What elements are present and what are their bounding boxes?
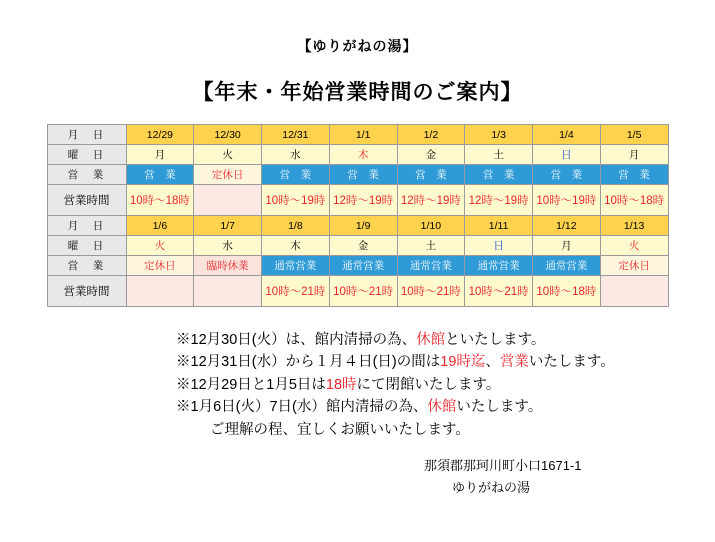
table-row [47,125,668,145]
note-segment: 営業 [499,354,529,371]
cell-hours: 12時～19時 [329,185,397,216]
row-header-weekday: 曜 日 [47,236,126,256]
note-segment: 19時迄 [440,354,486,371]
note-line [176,329,715,351]
cell-hours [194,276,262,307]
row-header-hours: 営業時間 [47,185,126,216]
cell-business: 臨時休業 [194,256,262,276]
cell-weekday: 月 [126,145,194,165]
cell-date: 12/31 [262,125,330,145]
note-segment: ※12月29日と1月5日は [176,376,326,393]
shop-name-heading: 【ゆりがねの湯】 [297,38,418,54]
cell-date: 1/12 [533,216,601,236]
row-header-date: 月 日 [47,125,126,145]
cell-hours: 10時～21時 [262,276,330,307]
cell-weekday: 日 [533,145,601,165]
footer-address-block [0,455,715,499]
note-segment: にて閉館いたします。 [356,376,501,393]
cell-business: 定休日 [126,256,194,276]
cell-date: 1/13 [600,216,668,236]
note-segment: ※12月30日(火）は、館内清掃の為、 [176,332,417,348]
cell-hours: 12時～19時 [397,185,465,216]
cell-weekday: 土 [465,145,533,165]
cell-business: 通常営業 [397,256,465,276]
note-segment: 休館 [416,332,446,348]
table-row [47,145,668,165]
table-row [47,165,668,185]
cell-weekday: 火 [600,236,668,256]
cell-date: 1/8 [262,216,330,236]
note-segment: といたします。 [445,332,546,348]
cell-weekday: 火 [194,145,262,165]
note-line [176,351,715,373]
table-row [47,236,668,256]
cell-weekday: 水 [262,145,330,165]
cell-weekday: 土 [397,236,465,256]
schedule-table [47,124,669,307]
cell-date: 1/4 [533,125,601,145]
table-row [47,185,668,216]
cell-date: 12/30 [194,125,262,145]
document-page [0,36,715,542]
cell-business: 営 業 [262,165,330,185]
cell-weekday: 火 [126,236,194,256]
schedule-table-wrapper [47,124,669,307]
cell-date: 1/7 [194,216,262,236]
cell-weekday: 金 [397,145,465,165]
cell-business: 定休日 [600,256,668,276]
cell-date: 1/10 [397,216,465,236]
cell-hours: 10時～21時 [397,276,465,307]
table-row [47,216,668,236]
cell-hours: 12時～19時 [465,185,533,216]
note-segment: 休館 [427,399,457,416]
note-segment: 、 [485,354,500,371]
row-header-weekday: 曜 日 [47,145,126,165]
cell-hours [194,185,262,216]
cell-hours [126,276,194,307]
cell-weekday: 金 [329,236,397,256]
closing-line: ご理解の程、宜しくお願いいたします。 [210,421,470,438]
cell-hours: 10時～21時 [329,276,397,307]
cell-business: 通常営業 [262,256,330,276]
note-segment: いたします。 [456,399,543,416]
cell-hours [600,276,668,307]
footer-shop-name: ゆりがねの湯 [452,480,531,496]
address-text: 那須郡那珂川町小口1671-1 [424,458,582,474]
cell-date: 1/5 [600,125,668,145]
cell-date: 1/2 [397,125,465,145]
cell-business: 通常営業 [465,256,533,276]
cell-date: 1/3 [465,125,533,145]
table-row [47,256,668,276]
cell-date: 1/11 [465,216,533,236]
row-header-hours: 営業時間 [47,276,126,307]
cell-date: 1/9 [329,216,397,236]
cell-date: 1/1 [329,125,397,145]
cell-weekday: 木 [329,145,397,165]
cell-business: 営 業 [465,165,533,185]
cell-weekday: 木 [262,236,330,256]
note-segment: いたします。 [528,354,615,371]
cell-hours: 10時～19時 [262,185,330,216]
cell-business: 通常営業 [533,256,601,276]
cell-business: 定休日 [194,165,262,185]
cell-business: 営 業 [329,165,397,185]
cell-weekday: 日 [465,236,533,256]
row-header-business: 営 業 [47,256,126,276]
cell-weekday: 月 [600,145,668,165]
cell-hours: 10時～18時 [533,276,601,307]
note-segment: ※12月31日(水）から１月４日(日)の間は [176,354,441,371]
cell-weekday: 水 [194,236,262,256]
note-line [176,374,715,396]
cell-hours: 10時～21時 [465,276,533,307]
cell-date: 1/6 [126,216,194,236]
cell-weekday: 月 [533,236,601,256]
cell-business: 営 業 [397,165,465,185]
note-segment: ※1月6日(火）7日(水）館内清掃の為、 [176,399,428,416]
cell-hours: 10時～19時 [533,185,601,216]
cell-hours: 10時～18時 [600,185,668,216]
note-line [176,396,715,418]
note-segment: 18時 [325,376,357,393]
cell-hours: 10時～18時 [126,185,194,216]
row-header-business: 営 業 [47,165,126,185]
cell-date: 12/29 [126,125,194,145]
row-header-date: 月 日 [47,216,126,236]
cell-business: 営 業 [533,165,601,185]
cell-business: 営 業 [600,165,668,185]
notes-block [0,329,715,441]
cell-business: 営 業 [126,165,194,185]
page-title: 【年末・年始営業時間のご案内】 [192,81,523,104]
table-row [47,276,668,307]
cell-business: 通常営業 [329,256,397,276]
